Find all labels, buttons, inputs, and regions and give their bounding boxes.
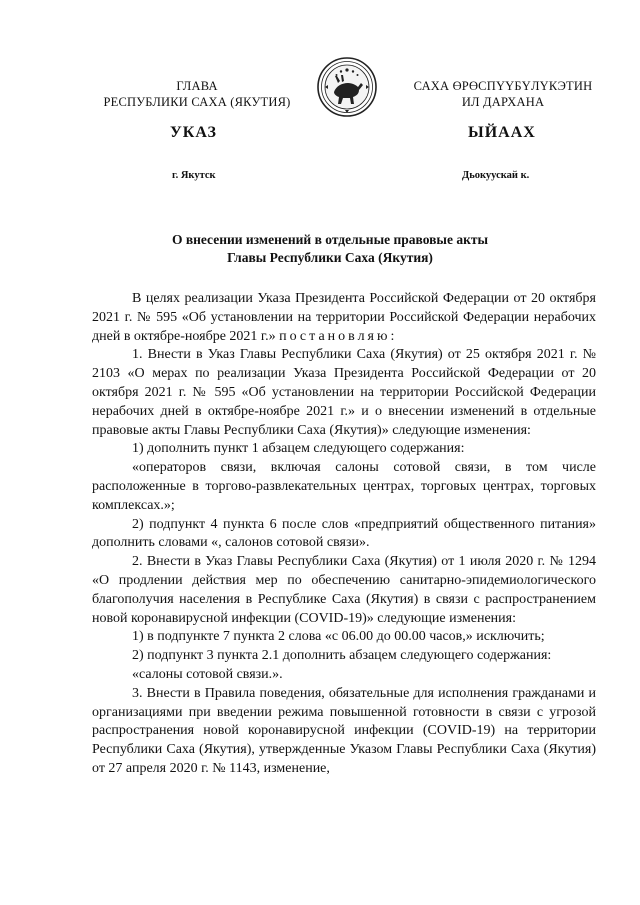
clause-2-sub-1: 1) в подпункте 7 пункта 2 слова «с 06.00 до 00.00 часов,» исключить; xyxy=(132,629,545,645)
clause-2: 2. Внести в Указ Главы Республики Саха (Якутия) от 1 июля 2020 г. № 1294 «О продлении действия мер по обеспечению санитарно-эпидемиологического благополучия населения в Республике Саха (Якутия) в связи с распространением новой коронавирусной инфекции (COVID-19)» следующие изменения: xyxy=(92,554,596,626)
header-left-title: ГЛАВА xyxy=(176,79,218,93)
document-body xyxy=(92,290,596,779)
clause-2-sub-2-quote: «салоны сотовой связи.». xyxy=(132,666,283,682)
clause-3: 3. Внести в Правила поведения, обязательные для исполнения гражданами и организациями при введении режима повышенной готовности в связи с угрозой распространения новой коронавирусной инфекции (COVID-19) на территории Республики Саха (Якутия), утвержденные Указом Главы Республики Саха (Якутия) от 27 апреля 2020 г. № 1143, изменение, xyxy=(92,685,596,776)
clause-1: 1. Внести в Указ Главы Республики Саха (Якутия) от 25 октября 2021 г. № 2103 «О мерах по реализации Указа Президента Российской Федерации от 20 октября 2021 г. № 595 «Об установлении на территории Российской Федерации нерабочих дней в октябре-ноябре 2021 г.» и о внесении изменений в отдельные правовые акты Главы Республики Саха (Якутия)» следующие изменения: xyxy=(92,347,596,438)
clause-1-sub-2: 2) подпункт 4 пункта 6 после слов «предприятий общественного питания» дополнить словами «, салонов сотовой связи». xyxy=(92,516,596,551)
doc-type-yakut: ЫЙААХ xyxy=(468,124,536,141)
header-right-subtitle: ИЛ ДАРХАНА xyxy=(461,95,545,109)
decree-word: постановляю: xyxy=(279,328,398,344)
document-title xyxy=(100,231,560,267)
header-right-title: САХА ӨРӨСПҮҮБҮЛҮКЭТИН xyxy=(413,79,593,93)
header-left-block xyxy=(82,78,312,110)
coat-of-arms-emblem xyxy=(316,56,378,118)
city-yakut: Дьокуускай к. xyxy=(462,170,530,181)
clause-2-sub-2: 2) подпункт 3 пункта 2.1 дополнить абзацем следующего содержания: xyxy=(132,648,552,664)
city-russian: г. Якутск xyxy=(172,170,216,181)
doc-type-russian: УКАЗ xyxy=(170,124,217,141)
title-line-1: О внесении изменений в отдельные правовые акты xyxy=(171,232,489,247)
intro-paragraph xyxy=(92,290,596,346)
clause-1-sub-1: 1) дополнить пункт 1 абзацем следующего содержания: xyxy=(132,441,465,457)
header-left-subtitle: РЕСПУБЛИКИ САХА (ЯКУТИЯ) xyxy=(103,95,291,109)
header-right-block xyxy=(388,78,618,110)
intro-text: В целях реализации Указа Президента Российской Федерации от 20 октября 2021 г. № 595 «Об установлении на территории Российской Федерации нерабочих дней в октябре-ноябре 2021 г.» xyxy=(92,291,596,344)
title-line-2: Главы Республики Саха (Якутия) xyxy=(227,250,433,265)
clause-1-sub-1-quote: «операторов связи, включая салоны сотовой связи, в том числе расположенные в торгово-развлекательных центрах, торговых центрах, торговых комплексах.»; xyxy=(92,460,596,513)
